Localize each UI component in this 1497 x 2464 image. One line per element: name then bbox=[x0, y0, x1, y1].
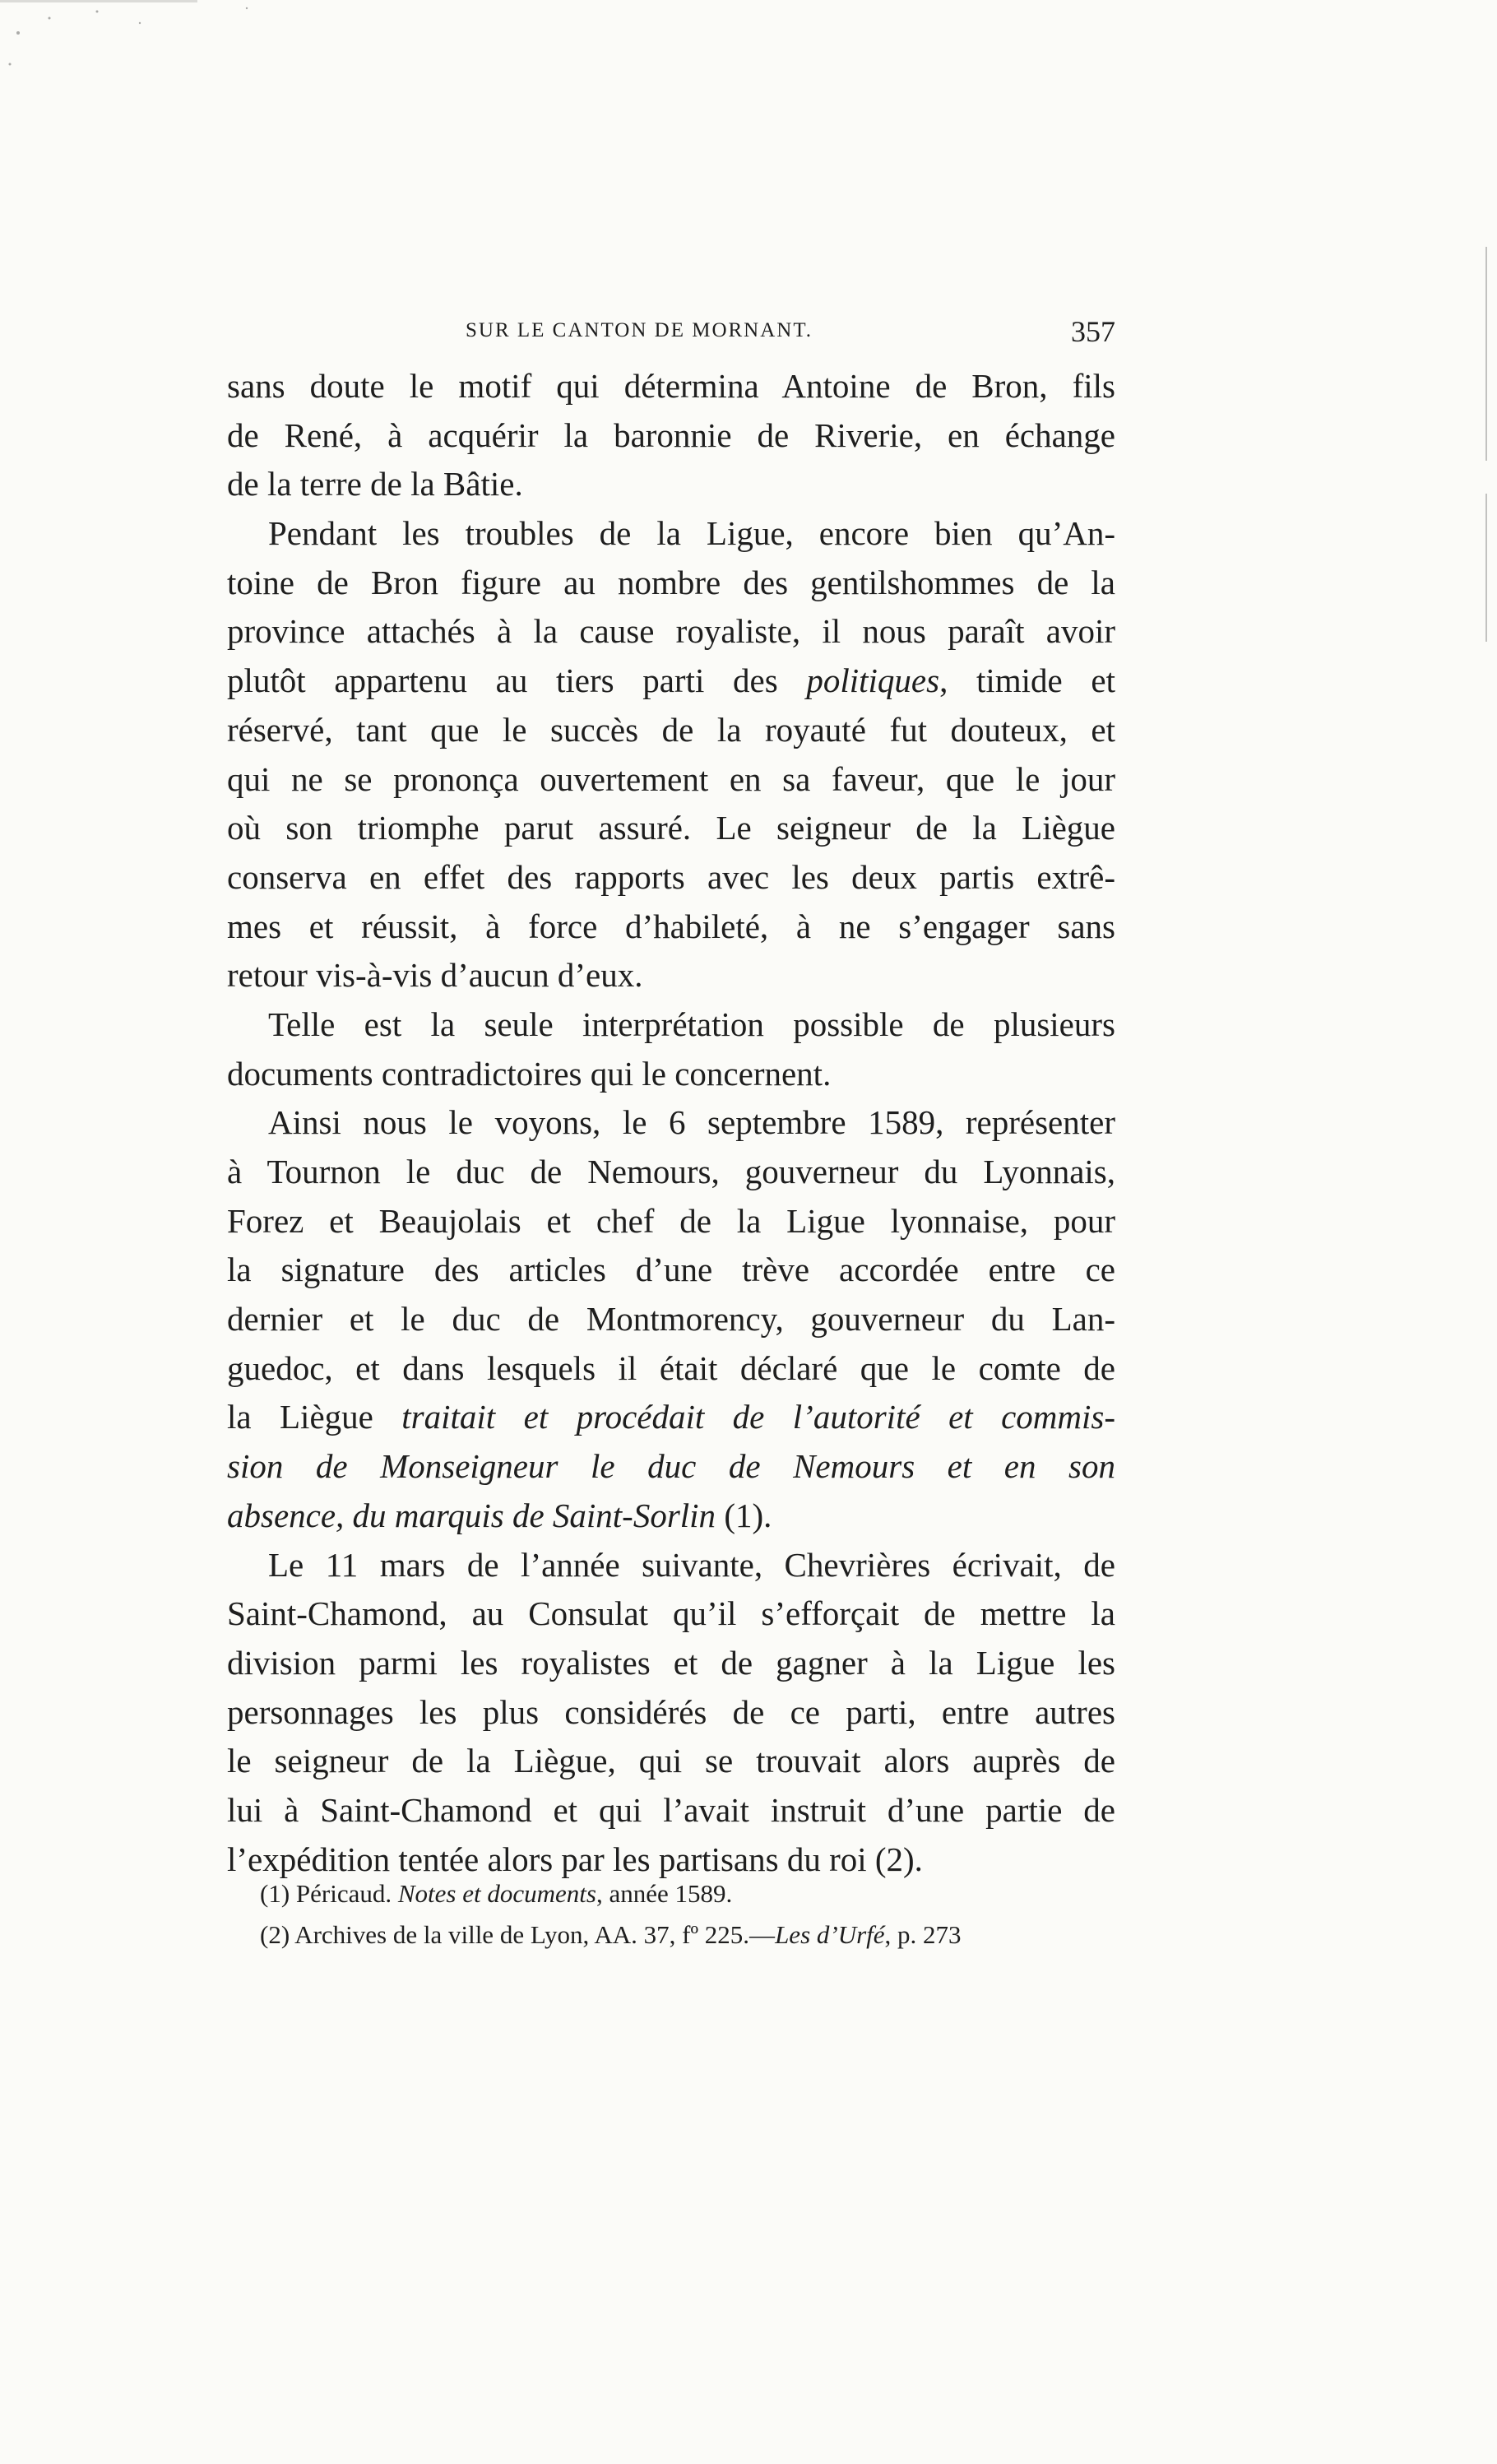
italic-traitait: traitait et procédait de l’autorité et commis- bbox=[401, 1398, 1116, 1436]
text-line-14: Telle est la seule interprétation possible de plusieurs bbox=[268, 1005, 1115, 1043]
text-line-18: Forez et Beaujolais et chef de la Ligue lyonnaise, pour bbox=[227, 1201, 1115, 1240]
footnote-ref-1: (1). bbox=[716, 1496, 772, 1534]
text-line-26: Saint-Chamond, au Consulat qu’il s’efforçait de mettre la bbox=[227, 1594, 1115, 1633]
text-line-7-a: plutôt appartenu au tiers parti des bbox=[227, 661, 807, 700]
text-line-7 bbox=[227, 657, 1115, 706]
text-line-19: la signature des articles d’une trève accordée entre ce bbox=[227, 1251, 1115, 1289]
footnote-2-title: Les d’Urfé bbox=[775, 1920, 885, 1949]
text-line-10: où son triomphe parut assuré. Le seigneur de la Liègue bbox=[227, 809, 1115, 847]
text-line-1: sans doute le motif qui détermina Antoine de Bron, fils bbox=[227, 367, 1115, 405]
text-line-6: province attachés à la cause royaliste, il nous paraît avoir bbox=[227, 612, 1115, 651]
text-line-11: conserva en effet des rapports avec les deux partis extrê- bbox=[227, 857, 1115, 896]
italic-politiques: politiques bbox=[806, 661, 940, 700]
text-line-22 bbox=[227, 1393, 1115, 1442]
running-head: SUR LE CANTON DE MORNANT. bbox=[466, 319, 813, 341]
footnote-1-prefix: (1) Péricaud. bbox=[260, 1879, 398, 1908]
text-line-17: à Tournon le duc de Nemours, gouverneur du Lyonnais, bbox=[227, 1153, 1115, 1190]
text-line-12: mes et réussit, à force d’habileté, à ne s’engager sans bbox=[227, 907, 1115, 945]
text-line-30: lui à Saint-Chamond et qui l’avait instruit d’une partie de bbox=[227, 1790, 1115, 1829]
text-line-8: réservé, tant que le succès de la royauté fut douteux, et bbox=[227, 710, 1115, 749]
text-line-4: Pendant les troubles de la Ligue, encore bien qu’An- bbox=[268, 514, 1115, 553]
page-number: 357 bbox=[1071, 315, 1115, 348]
text-line-16: Ainsi nous le voyons, le 6 septembre 1589, représenter bbox=[268, 1103, 1115, 1142]
italic-absence: absence, du marquis de Saint-Sorlin bbox=[227, 1496, 716, 1534]
body-text bbox=[227, 362, 1115, 1884]
text-line-13: retour vis-à-vis d’aucun d’eux. bbox=[227, 956, 643, 995]
text-line-7-b: , timide et bbox=[939, 661, 1115, 700]
text-line-27: division parmi les royalistes et de gagner à la Ligue les bbox=[227, 1643, 1115, 1682]
text-line-31: l’expédition tentée alors par les partisans du roi (2). bbox=[227, 1840, 923, 1878]
text-line-29: le seigneur de la Liègue, qui se trouvait alors auprès de bbox=[227, 1742, 1115, 1780]
footnote-2-prefix: (2) Archives de la ville de Lyon, AA. 37, fº 225.— bbox=[260, 1920, 776, 1949]
text-line-5: toine de Bron figure au nombre des gentilshommes de la bbox=[227, 563, 1115, 601]
text-line-25: Le 11 mars de l’année suivante, Chevrières écrivait, de bbox=[268, 1545, 1115, 1584]
text-line-23 bbox=[227, 1442, 1115, 1492]
text-line-9: qui ne se prononça ouvertement en sa faveur, que le jour bbox=[227, 759, 1115, 798]
footnote-1-title: Notes et documents bbox=[397, 1879, 596, 1908]
text-line-20: dernier et le duc de Montmorency, gouverneur du Lan- bbox=[227, 1300, 1115, 1339]
page-header bbox=[227, 314, 1115, 355]
italic-sion: sion de Monseigneur le duc de Nemours et en son bbox=[227, 1447, 1115, 1486]
text-line-2: de René, à acquérir la baronnie de Riverie, en échange bbox=[227, 415, 1115, 454]
text-line-15: documents contradictoires qui le concernent. bbox=[227, 1054, 832, 1093]
text-line-3: de la terre de la Bâtie. bbox=[227, 465, 523, 503]
text-line-21: guedoc, et dans lesquels il était déclaré que le comte de bbox=[227, 1348, 1115, 1387]
footnote-2-suffix: , p. 273 bbox=[884, 1920, 962, 1949]
text-line-24 bbox=[227, 1492, 1115, 1541]
text-line-22-a: la Liègue bbox=[227, 1398, 402, 1436]
text-line-28: personnages les plus considérés de ce parti, entre autres bbox=[227, 1692, 1115, 1731]
footnotes bbox=[260, 1873, 1124, 1956]
footnote-1-suffix: , année 1589. bbox=[596, 1879, 733, 1908]
footnote-2 bbox=[260, 1914, 1124, 1956]
footnote-1 bbox=[260, 1873, 1124, 1914]
